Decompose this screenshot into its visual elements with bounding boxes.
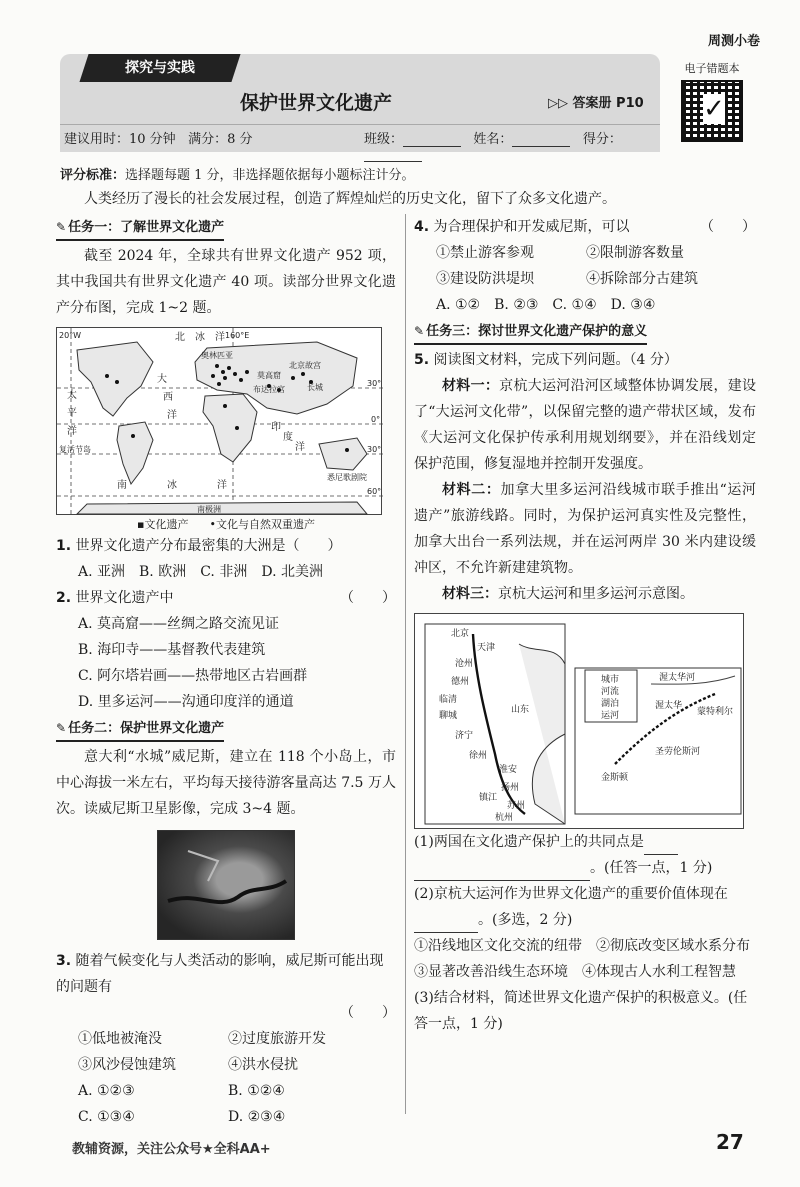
map-lat-60s: 60° bbox=[367, 487, 382, 496]
canal-label-ottawa-river: 渥太华河 bbox=[659, 673, 696, 683]
q4-stem: 为合理保护和开发威尼斯，可以 bbox=[433, 219, 630, 235]
page-title: 保护世界文化遗产 bbox=[240, 92, 393, 114]
q3-option-b[interactable]: B. ①②④ bbox=[228, 1083, 285, 1099]
map-lat-0: 0° bbox=[371, 415, 381, 424]
qr-code-icon[interactable] bbox=[681, 80, 743, 142]
page-number: 27 bbox=[716, 1130, 744, 1154]
q3-item-4: ④洪水侵扰 bbox=[228, 1057, 298, 1073]
legend-river: 河流 bbox=[601, 687, 620, 697]
q2-option-c[interactable]: C. 阿尔塔岩画——热带地区古岩画群 bbox=[78, 668, 308, 684]
task1-paragraph: 截至 2024 年，全球共有世界文化遗产 952 项，其中我国共有世界文化遗产 40 项。读部分世界文化遗产分布图，完成 1~2 题。 bbox=[56, 248, 396, 316]
australia-shape bbox=[319, 438, 367, 470]
canal-city-suzhou: 苏州 bbox=[507, 801, 526, 811]
header-meta bbox=[64, 128, 660, 162]
q4-option-d[interactable]: D. ③④ bbox=[610, 297, 656, 313]
q1-option-d[interactable]: D. 北美洲 bbox=[261, 564, 323, 580]
right-column bbox=[414, 214, 764, 1037]
qr-block bbox=[672, 60, 752, 142]
map-label-yin: 印 bbox=[271, 422, 281, 433]
map-label-du: 度 bbox=[283, 432, 293, 443]
q5-sub1-line: 。(任答一点，1 分) bbox=[414, 855, 756, 881]
q5-sub3: (3)结合材料，简述世界文化遗产保护的积极意义。(任答一点，1 分) bbox=[414, 990, 748, 1032]
canal-city-montreal: 蒙特利尔 bbox=[697, 707, 734, 717]
map-label-bei: 北 bbox=[175, 332, 185, 343]
map-annot-sydney: 悉尼歌剧院 bbox=[327, 473, 367, 482]
canal-city-beijing: 北京 bbox=[451, 629, 470, 639]
map-legend bbox=[56, 517, 396, 533]
map-label-bing: 冰 bbox=[195, 332, 205, 343]
legend-canal: 运河 bbox=[601, 711, 620, 721]
q5-sub2-items: ①沿线地区文化交流的纽带 ②彻底改变区域水系分布 ③显著改善沿线生态环境 ④体现古人水利工程智慧 bbox=[414, 938, 764, 980]
material-1: 材料一：京杭大运河沿河区域整体协调发展，建设了“大运河文化带”，以保留完整的遗产带状区域，发布《大运河文化保护传承利用规划纲要》，并在沿线划定保护范围，修复湿地并控制开发强度。 bbox=[414, 378, 757, 472]
task2-title: ✎ 任务二：保护世界文化遗产 bbox=[56, 717, 224, 742]
task1-title: ✎ 任务一：了解世界文化遗产 bbox=[56, 216, 224, 241]
question-1: 1. 世界文化遗产分布最密集的大洲是（ ） A. 亚洲 B. 欧洲 C. 非洲 D. 北美洲 bbox=[56, 533, 396, 585]
canal-label-shandong: 山东 bbox=[511, 705, 530, 715]
canal-city-zhenjiang: 镇江 bbox=[479, 793, 498, 803]
score-field-label: 得分： bbox=[582, 132, 622, 147]
venice-satellite-image bbox=[157, 830, 295, 940]
q4-item-3: ③建设防洪堤坝 bbox=[436, 271, 534, 287]
q4-bracket: （ ） bbox=[700, 219, 756, 235]
map-annot-potala: 布达拉宫 bbox=[253, 385, 285, 394]
map-label-xi: 西 bbox=[163, 392, 173, 403]
canal-city-huaian: 淮安 bbox=[499, 765, 518, 775]
canal-map bbox=[414, 613, 744, 829]
q3-item-2: ②过度旅游开发 bbox=[228, 1031, 326, 1047]
north-america-shape bbox=[77, 342, 153, 416]
canal-city-hangzhou: 杭州 bbox=[495, 813, 514, 823]
map-label-ping: 平 bbox=[67, 408, 77, 419]
q5-sub1: (1)两国在文化遗产保护上的共同点是 bbox=[414, 829, 756, 855]
map-annot-forbidden-city: 北京故宫 bbox=[289, 361, 321, 370]
legend-cultural: 文化遗产 bbox=[144, 518, 189, 531]
intro-text: 人类经历了漫长的社会发展过程，创造了辉煌灿烂的历史文化，留下了众多文化遗产。 bbox=[84, 191, 616, 207]
q5-sub2: (2)京杭大运河作为世界文化遗产的重要价值体现在。(多选，2 分) bbox=[414, 881, 756, 933]
map-annot-great-wall: 长城 bbox=[307, 383, 323, 392]
q1-stem: 世界文化遗产分布最密集的大洲是（ ） bbox=[75, 538, 342, 554]
header-divider bbox=[60, 124, 660, 125]
q3-option-c[interactable]: C. ①③④ bbox=[78, 1109, 135, 1125]
map-label-bing2: 冰 bbox=[167, 480, 177, 491]
qr-label: 电子错题本 bbox=[684, 62, 740, 75]
material-2: 材料二：加拿大里多运河沿线城市联手推出“运河遗产”旅游线路。同时，为保护运河真实性及完整性，加拿大出台一系列法规，并在运河两岸 30 米内建设缓冲区，不允许新建建筑物。 bbox=[414, 482, 757, 576]
pen-icon: ✎ bbox=[56, 721, 67, 735]
legend-cultural-icon: ▪ bbox=[137, 518, 145, 531]
q1-option-b[interactable]: B. 欧洲 bbox=[139, 564, 187, 580]
material-3: 材料三：京杭大运河和里多运河示意图。 bbox=[442, 586, 694, 602]
legend-city: 城市 bbox=[601, 675, 620, 685]
map-label-yang2: 洋 bbox=[167, 410, 177, 421]
scoring-standard: 评分标准：选择题每题 1 分，非选择题依据每小题标注计分。 bbox=[60, 168, 415, 183]
map-label-yang3: 洋 bbox=[67, 426, 77, 437]
map-lon-160e: 160°E bbox=[225, 331, 250, 340]
q3-item-1: ①低地被淹没 bbox=[78, 1031, 162, 1047]
map-lon-20w: 20°W bbox=[59, 331, 82, 340]
q3-option-d[interactable]: D. ②③④ bbox=[228, 1109, 286, 1125]
map-annot-olympia: 奥林匹亚 bbox=[201, 351, 233, 360]
q3-option-a[interactable]: A. ①②③ bbox=[78, 1083, 135, 1099]
world-heritage-map bbox=[56, 327, 382, 515]
legend-mixed: 文化与自然双重遗产 bbox=[215, 518, 315, 531]
q1-option-a[interactable]: A. 亚洲 bbox=[78, 564, 126, 580]
legend-mixed-icon: • bbox=[209, 518, 216, 531]
q4-option-c[interactable]: C. ①④ bbox=[552, 297, 597, 313]
canal-city-tianjin: 天津 bbox=[477, 643, 496, 653]
q5-sub1-blank[interactable] bbox=[644, 843, 678, 855]
canal-city-ottawa: 渥太华 bbox=[655, 701, 683, 711]
section-tag: 探究与实践 bbox=[79, 54, 240, 82]
legend-lake: 湖泊 bbox=[601, 699, 620, 709]
left-column bbox=[56, 214, 396, 1130]
map-annot-antarctica: 南极洲 bbox=[197, 505, 221, 514]
answer-ref: ▷▷ 答案册 P10 bbox=[548, 96, 644, 111]
q3-item-3: ③风沙侵蚀建筑 bbox=[78, 1057, 176, 1073]
map-lat-30s: 30° bbox=[367, 445, 382, 454]
q1-option-c[interactable]: C. 非洲 bbox=[200, 564, 248, 580]
canal-city-cangzhou: 沧州 bbox=[455, 659, 474, 669]
q2-option-b[interactable]: B. 海印寺——基督教代表建筑 bbox=[78, 642, 266, 658]
canal-city-jining: 济宁 bbox=[455, 731, 474, 741]
top-tag: 周测小卷 bbox=[707, 34, 760, 49]
task3-title: ✎ 任务三：探讨世界文化遗产保护的意义 bbox=[414, 320, 647, 345]
q2-option-a[interactable]: A. 莫高窟——丝绸之路交流见证 bbox=[78, 616, 280, 632]
q4-option-a[interactable]: A. ①② bbox=[436, 297, 481, 313]
africa-shape bbox=[203, 394, 257, 462]
column-divider bbox=[405, 214, 406, 1114]
class-label: 班级： bbox=[364, 132, 404, 147]
map-label-nan: 南 bbox=[117, 480, 127, 491]
pen-icon: ✎ bbox=[56, 220, 67, 234]
question-3: 3. 随着气候变化与人类活动的影响，威尼斯可能出现的问题有 （ ） ①低地被淹没 ②过度旅游开发 ③风沙侵蚀建筑 ④洪水侵扰 A. ①②③ B. ①②④ C. ①③④ D. ②③④ bbox=[56, 948, 396, 1130]
canal-city-dezhou: 德州 bbox=[451, 677, 470, 687]
footer-text: 教辅资源，关注公众号★全科AA+ bbox=[72, 1142, 271, 1157]
score-label: 满分：8 分 bbox=[188, 132, 253, 147]
q4-item-1: ①禁止游客参观 bbox=[436, 245, 534, 261]
q2-option-d[interactable]: D. 里多运河——沟通印度洋的通道 bbox=[78, 694, 294, 710]
q5-stem: 阅读图文材料，完成下列问题。（4 分） bbox=[433, 352, 678, 368]
canal-map-graphic bbox=[415, 614, 745, 830]
name-label: 姓名： bbox=[473, 132, 513, 147]
task2-paragraph: 意大利“水城”威尼斯，建立在 118 个小岛上，市中心海拔一米左右，平均每天接待游客量高达 7.5 万人次。读威尼斯卫星影像，完成 3~4 题。 bbox=[56, 749, 396, 817]
question-4: 4. 为合理保护和开发威尼斯，可以 （ ） ①禁止游客参观 ②限制游客数量 ③建设防洪堤坝 ④拆除部分古建筑 A. ①② B. ②③ C. ①④ D. ③④ bbox=[414, 214, 756, 318]
canal-city-yangzhou: 扬州 bbox=[501, 783, 520, 793]
pen-icon: ✎ bbox=[414, 324, 425, 338]
map-label-yang5: 洋 bbox=[217, 480, 227, 491]
q2-bracket: （ ） bbox=[340, 590, 396, 606]
world-map-graphic bbox=[57, 328, 383, 516]
south-america-shape bbox=[117, 422, 153, 484]
question-5: 5. 阅读图文材料，完成下列问题。（4 分） 材料一：京杭大运河沿河区域整体协调发展，建设了“大运河文化带”，以保留完整的遗产带状区域，发布《大运河文化保护传承利用规划纲要》，并在沿线划定保护范围，修复湿地并控制开发强度。 材料二：加拿大里多运河沿线城市联手推出“运河遗产”旅游线路。同时，为保护运河真实性及完整性，加拿大出台一系列法规，并在运河两岸 30 米内建设缓冲区，不允许新建建筑物。 材料三：京杭大运河和里多运河示意图。 北京 天津 沧州 德州 临清 聊城 济宁 徐州 淮安 扬州 镇江 苏州 杭州 山东 城市 河流 湖泊 运河 渥太华河 渥太华 蒙特利尔 圣劳伦斯河 金斯顿 (1)两国在文化遗产保护上的共同点是 。(任答一点，1 分) (2)京杭大运河作为世界文化遗产的重要价值体现在。(多选，2 分) ①沿线地区文化交流的纽带 ②彻底改变区域水系分布 ③显著改善沿线生态环境 ④体现古人水利工程智慧 (3)结合材料，简述世界文化遗产保护的积极意义。(任答一点，1 分) bbox=[414, 347, 756, 1037]
map-annot-mogao: 莫高窟 bbox=[257, 371, 281, 380]
score-field[interactable] bbox=[364, 150, 422, 162]
canal-city-kingston: 金斯顿 bbox=[601, 773, 629, 783]
q4-option-b[interactable]: B. ②③ bbox=[494, 297, 539, 313]
venice-canal-graphic bbox=[158, 831, 296, 941]
q3-stem: 随着气候变化与人类活动的影响，威尼斯可能出现的问题有 bbox=[56, 953, 384, 995]
q5-sub2-blank[interactable] bbox=[414, 921, 478, 933]
map-label-tai: 太 bbox=[67, 390, 77, 401]
q4-item-4: ④拆除部分古建筑 bbox=[586, 271, 698, 287]
question-2: 2. 世界文化遗产中 （ ） A. 莫高窟——丝绸之路交流见证 B. 海印寺——基督教代表建筑 C. 阿尔塔岩画——热带地区古岩画群 D. 里多运河——沟通印度洋的通道 bbox=[56, 585, 396, 715]
time-label: 建议用时：10 分钟 bbox=[64, 132, 176, 147]
q5-sub1-blank-2[interactable] bbox=[414, 869, 590, 881]
map-label-yang1: 洋 bbox=[215, 332, 225, 343]
canal-city-xuzhou: 徐州 bbox=[469, 751, 488, 761]
canal-city-linqing: 临清 bbox=[439, 695, 458, 705]
canal-label-stlawrence: 圣劳伦斯河 bbox=[655, 747, 701, 757]
map-label-da: 大 bbox=[157, 374, 167, 385]
q3-bracket: （ ） bbox=[340, 1005, 396, 1021]
map-label-yang4: 洋 bbox=[295, 442, 305, 453]
name-field[interactable] bbox=[512, 135, 570, 147]
map-lat-30n: 30° bbox=[367, 379, 382, 388]
q4-item-2: ②限制游客数量 bbox=[586, 245, 684, 261]
antarctica-shape bbox=[77, 502, 367, 514]
map-annot-easter-island: 复活节岛 bbox=[59, 445, 91, 454]
class-field[interactable] bbox=[403, 135, 461, 147]
canal-city-liaocheng: 聊城 bbox=[439, 711, 458, 721]
q2-stem: 世界文化遗产中 bbox=[75, 590, 174, 606]
